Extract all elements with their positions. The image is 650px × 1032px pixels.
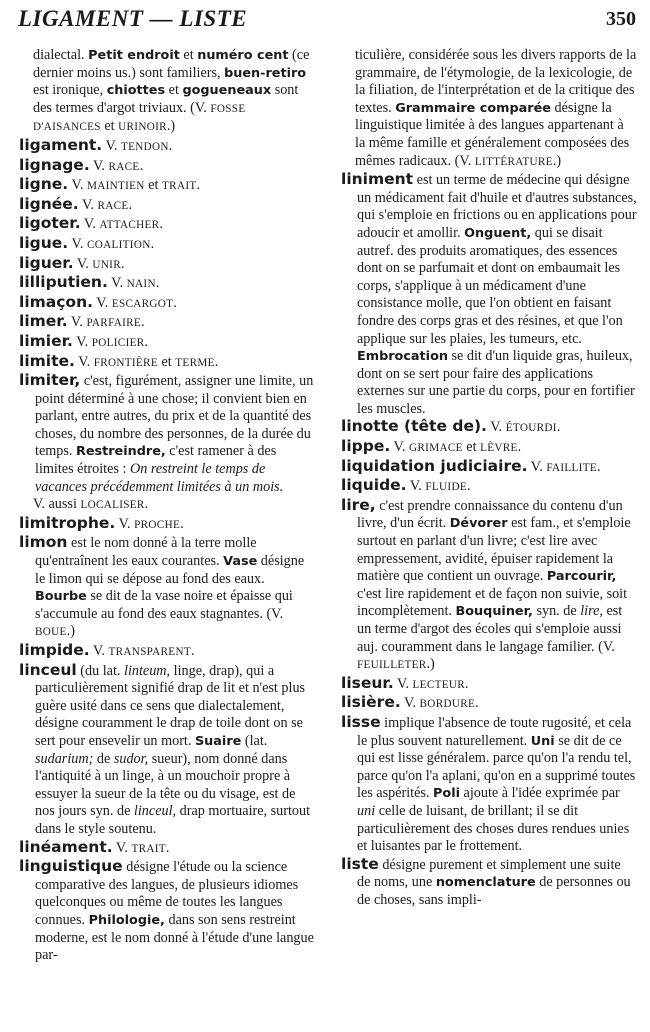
entry-lilliputien: lilliputien. V. NAIN. xyxy=(19,273,160,292)
entry-lignee: lignée. V. RACE. xyxy=(19,194,133,213)
entry-limpide: limpide. V. TRANSPARENT. xyxy=(19,641,195,659)
entry-limite: limite. V. FRONTIÈRE et TERME. xyxy=(19,351,219,370)
entry-lire: lire, c'est prendre connaissance du contenu d'un livre, d'un écrit. Dévorer est fam., et s'emploie surtout en parlant d'un livre; c'est lire avec empressement, avidité, épuiser rapidement la matière que contient un ouvrage. Parcourir, c'est lire rapidement et de façon non suivie, soit incomplètement. Bouquiner, syn. de lire, est un terme d'argot des écoles qui s'emploie aussi auj. couramment dans le langage familier. (V. FEUILLETER.) xyxy=(341,495,631,673)
entry-liniment: liniment est un terme de médecine qui désigne un médicament fait d'huile et d'autres substances, qui s'emploie en frictions ou en applications pour adoucir et amollir. Onguent, qui se disait autref. des produits aromatiques, des essences dont on se parfumait et dont on embaumait les corps, s'applique à un médicament d'une consistance molle, que l'on obtient en faisant fondre des corps gras et des résines, et que l'on applique sur les plaies, les tumeurs, etc. Embrocation se dit d'un liquide gras, huileux, dont on se sert pour faire des applications externes sur une partie du corps, pour en fortifier les muscles. xyxy=(341,170,637,417)
entry-linotte: linotte (tête de). V. ÉTOURDI. xyxy=(341,417,561,436)
entry-continuation: dialectal. Petit endroit et numéro cent (ce dernier moins us.) sont familiers, buen-retiro est ironique, chiottes et gogueneaux sont des termes d'argot triviaux. (V. FOSSE D'AISANCES et URINOIR.) xyxy=(33,47,310,135)
entry-ligne: ligne. V. MAINTIEN et TRAIT. xyxy=(19,175,201,194)
entry-liguer: liguer. V. UNIR. xyxy=(19,253,125,272)
entry-limon: limon est le nom donné à la terre molle qu'entraînent les eaux courantes. Vase désigne le limon qui se dépose au fond des eaux. Bourbe se dit de la vase noire et épaisse qui s'accumule au fond des eaux stagnantes. (V. BOUE.) xyxy=(19,533,305,640)
entry-limiter: limiter, c'est, figurément, assigner une limite, un point déterminé à une chose; il convient bien en parlant, entre autres, du prix et de la quantité des choses, du nombre des personnes, de la durée du temps. Restreindre, c'est ramener à des limites étroites : On restreint le temps de vacances précédemment limitées à un mois. xyxy=(19,371,314,495)
right-column xyxy=(341,47,637,910)
entry-liquide: liquide. V. FLUIDE. xyxy=(341,476,471,495)
left-column xyxy=(19,47,315,965)
entry-limer: limer. V. PARFAIRE. xyxy=(19,312,145,331)
entry-linceul: linceul (du lat. linteum, linge, drap), qui a particulièrement signifié drap de lit et n'est plus guère usité dans ce sens que dialectalement, désigne couramment le drap de toile dont on se sert pour ensevelir un mort. Suaire (lat. sudarium; de sudor, sueur), nom donné dans l'antiquité à un linge, à un mouchoir propre à essuyer la sueur de la tête ou du visage, est de nos jours syn. de linceul, drap mortuaire, surtout dans le style soutenu. xyxy=(19,660,311,837)
entry-ligoter: ligoter. V. ATTACHER. xyxy=(19,214,163,233)
entry-lisiere: lisière. V. BORDURE. xyxy=(341,693,479,712)
entry-continuation: ticulière, considérée sous les divers rapports de la grammaire, de l'étymologie, de la lexicologie, de la filiation, de l'interprétation et de la critique des textes. Grammaire comparée désigne la linguistique limitée à des langues appartenant à la même famille et généralement composées des mêmes radicaux. (V. LITTÉRATURE.) xyxy=(355,47,637,169)
entry-limiter-see-also: V. aussi LOCALISER. xyxy=(33,496,149,513)
entry-linguistique: linguistique désigne l'étude ou la science comparative des langues, de plusieurs idiomes quelconques ou même de toutes les langues connues. Philologie, dans son sens restreint moderne, est le nom donné à l'étude d'une langue par- xyxy=(19,857,314,964)
entry-liste: liste désigne purement et simplement une suite de noms, une nomenclature de personnes ou de choses, sans impli- xyxy=(341,854,631,908)
page-header xyxy=(18,6,636,36)
entry-liseur: liseur. V. LECTEUR. xyxy=(341,673,469,692)
entry-limitrophe: limitrophe. V. PROCHE. xyxy=(19,513,184,532)
entry-liquidation-judiciaire: liquidation judiciaire. V. FAILLITE. xyxy=(341,456,601,475)
entry-ligue: ligue. V. COALITION. xyxy=(19,233,155,252)
entry-lisse: lisse implique l'absence de toute rugosité, et cela le plus souvent naturellement. Uni se dit de ce qui est lisse généralem. parce qu'on l'a rendu tel, parce qu'on l'a aplani, qu'on en a supprimé toutes les aspérités. Poli ajoute à l'idée exprimée par uni celle de luisant, de brillant; il se dit particulièrement des choses dures rendues unies et luisantes par le frottement. xyxy=(341,712,636,855)
running-head-title: LIGAMENT — LISTE xyxy=(18,6,248,31)
entry-lignage: lignage. V. RACE. xyxy=(19,155,144,174)
entry-lippe: lippe. V. GRIMACE et LÈVRE. xyxy=(341,437,522,456)
entry-limacon: limaçon. V. ESCARGOT. xyxy=(19,292,177,311)
entry-lineament: linéament. V. TRAIT. xyxy=(19,837,170,856)
page-number: 350 xyxy=(606,8,636,30)
entry-limier: limier. V. POLICIER. xyxy=(19,331,149,350)
entry-ligament: ligament. V. TENDON. xyxy=(19,135,173,154)
